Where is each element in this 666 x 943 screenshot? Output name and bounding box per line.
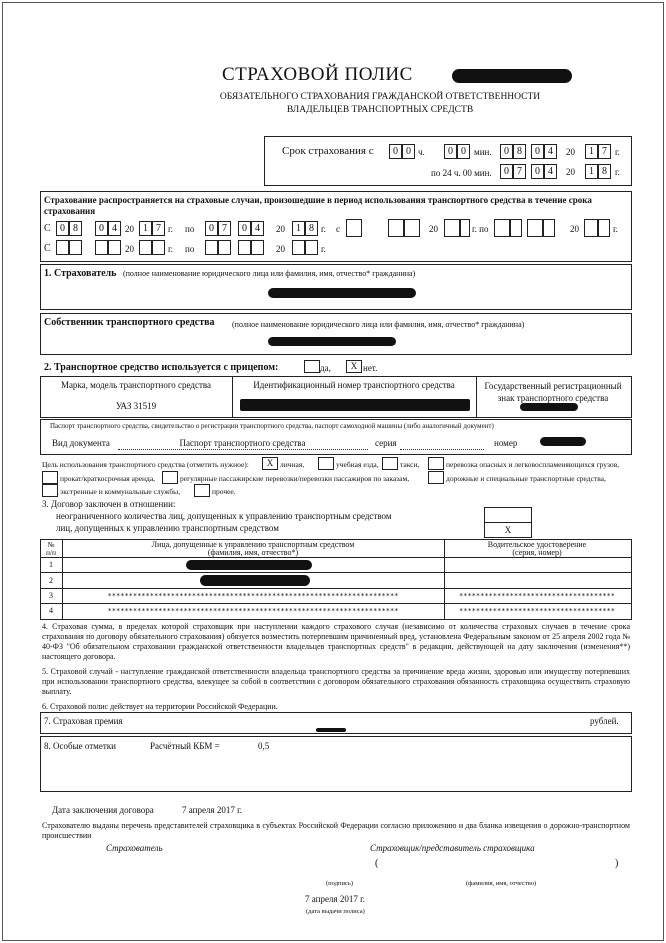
- purpose-personal: личная,: [280, 460, 305, 469]
- drivers-row-3-lic: *************************************: [459, 592, 615, 600]
- p1-twenty: 20: [125, 224, 134, 234]
- vehicle-model-value: УАЗ 31519: [115, 401, 157, 411]
- term-from-hour-1: 0: [389, 144, 402, 159]
- p3-to-twenty: 20: [276, 244, 285, 254]
- redacted-policy-number: [452, 69, 572, 83]
- drivers-row-3-name: *********************************************************************: [107, 592, 399, 600]
- p1-s: С: [44, 223, 51, 234]
- p1-to-twenty: 20: [276, 224, 285, 234]
- p1-to-year-1: 1: [292, 221, 305, 236]
- purpose-special-box: [428, 471, 444, 484]
- purpose-taxi: такси,: [400, 460, 420, 469]
- p3-to-day-a: [205, 240, 218, 255]
- p2-to-day-a: [494, 219, 510, 237]
- p2-to-g: г.: [613, 224, 618, 234]
- p2-from-year-b: [460, 219, 470, 237]
- term-min: мин.: [474, 147, 492, 157]
- drivers-row-4-name: *********************************************************************: [107, 607, 399, 615]
- purpose-emergency: экстренные и коммунальные службы,: [60, 487, 181, 496]
- p3-to-year-b: [305, 240, 318, 255]
- contract-label: 3. Договор заключен в отношении:: [42, 499, 176, 509]
- clause-4: 4. Страховая сумма, в пределах которой страховщик при наступлении каждого страхового случая (независимо от количества страховых случаев в течение срока страхования по договору обязательного страхования) обязуется возместить потерпевшим причиненный вред, установлена Федеральным законом от 25 апреля 2002 года № 40-ФЗ "Об обязательном страховании гражданской ответственности владельцев транспортных средств" в редакции, действующей на дату заключения (изменения**) настоящего договора.: [42, 622, 630, 661]
- term-from-month-1: 0: [531, 144, 544, 159]
- vehicle-col-vin: Идентификационный номер транспортного средства: [253, 380, 455, 390]
- p3-po: по: [185, 244, 195, 254]
- term-from-min-1: 0: [444, 144, 457, 159]
- purpose-emergency-box: [42, 484, 58, 497]
- p3-s: С: [44, 243, 51, 254]
- p2-to-month-b: [543, 219, 555, 237]
- p1-to-g: г.: [321, 224, 326, 234]
- insurer-label: 1. Страхователь: [44, 268, 117, 279]
- agent-signature-label: Страховщик/представитель страховщика: [370, 843, 535, 853]
- p1-to-year-2: 8: [305, 221, 318, 236]
- term-from-hour-2: 0: [402, 144, 415, 159]
- policy-title: СТРАХОВОЙ ПОЛИС: [222, 64, 413, 85]
- owner-label: Собственник транспортного средства: [44, 317, 215, 328]
- p2-from-month-b: [404, 219, 420, 237]
- drivers-row-3-num: 3: [49, 591, 53, 600]
- issue-date: 7 апреля 2017 г.: [305, 894, 365, 904]
- term-from-day-2: 8: [513, 144, 526, 159]
- p2-twenty: 20: [429, 224, 438, 234]
- drivers-h-num-1: №: [47, 540, 55, 549]
- term-from-day-1: 0: [500, 144, 513, 159]
- p3-to-day-b: [218, 240, 231, 255]
- p3-from-month-b: [108, 240, 121, 255]
- redacted-plate: [520, 403, 578, 411]
- term-to-day-1: 0: [500, 164, 513, 179]
- term-year-prefix: 20: [566, 147, 575, 157]
- p1-to-day-2: 7: [218, 221, 231, 236]
- purpose-training: учебная езда,: [336, 460, 379, 469]
- p3-from-year-b: [152, 240, 165, 255]
- purpose-passenger-box: [162, 471, 178, 484]
- drivers-h-lic-2: (серия, номер): [512, 548, 562, 557]
- document-type-label: Вид документа: [52, 438, 110, 448]
- footer-note: Страхователю выданы перечень представителей страховщика в субъектах Российской Федерации согласно приложению и два бланка извещения о дорожно-транспортном происшествии: [42, 821, 630, 840]
- redacted-premium: [316, 728, 346, 732]
- document-hint: Паспорт транспортного средства, свидетельство о регистрации транспортного средства, паспорт самоходной машины (либо аналогичный документ): [50, 422, 494, 430]
- trailer-yes-box: [304, 360, 320, 373]
- p3-to-month-a: [238, 240, 251, 255]
- redacted-insurer-name: [268, 288, 416, 298]
- contract-date-value: 7 апреля 2017 г.: [182, 805, 242, 815]
- term-to-g: г.: [615, 167, 620, 177]
- drivers-h-lic-1: Водительское удостоверение: [487, 540, 587, 549]
- p2-g-po: г. по: [472, 224, 489, 234]
- vehicle-col-model: Марка, модель транспортного средства: [60, 380, 212, 390]
- p1-g: г.: [168, 224, 173, 234]
- purpose-label: Цель использования транспортного средства (отметить нужное):: [42, 460, 249, 469]
- term-from-year-2: 7: [598, 144, 611, 159]
- p2-s: с: [336, 224, 340, 234]
- p1-to-month-2: 4: [251, 221, 264, 236]
- close-paren: ): [615, 858, 619, 869]
- periods-heading: Страхование распространяется на страховые случаи, произошедшие в период использования транспортного средства в течение срока страхования: [44, 195, 592, 216]
- trailer-label: 2. Транспортное средство используется с прицепом:: [44, 362, 279, 373]
- p1-from-day-1: 0: [56, 221, 69, 236]
- notes-section: [40, 736, 632, 792]
- document-series-label: серия: [375, 438, 397, 448]
- redacted-driver-2: [200, 575, 310, 586]
- drivers-h-num: [40, 541, 62, 557]
- purpose-dangerous-box: [428, 457, 444, 470]
- trailer-no: нет.: [363, 363, 378, 373]
- insurer-row: [44, 268, 415, 279]
- p1-to-month-1: 0: [238, 221, 251, 236]
- p1-from-year-2: 7: [152, 221, 165, 236]
- open-paren: (: [375, 858, 379, 869]
- notes-label: 8. Особые отметки: [44, 741, 116, 751]
- purpose-special: дорожные и специальные транспортные средства,: [446, 474, 606, 483]
- term-to-month-2: 4: [544, 164, 557, 179]
- p3-from-year-a: [139, 240, 152, 255]
- purpose-other-box: [194, 484, 210, 497]
- vehicle-col-plate: [476, 380, 630, 404]
- kbm-value: 0,5: [258, 741, 270, 751]
- purpose-passenger: регулярные пассажирские перевозки/перевозки пассажиров по заказам,: [180, 474, 410, 483]
- term-from-month-2: 4: [544, 144, 557, 159]
- p2-to-day-b: [510, 219, 522, 237]
- contract-opt1-box: [484, 507, 532, 523]
- p3-to-g: г.: [321, 244, 326, 254]
- subtitle-line-1: ОБЯЗАТЕЛЬНОГО СТРАХОВАНИЯ ГРАЖДАНСКОЙ ОТВЕТСТВЕННОСТИ: [219, 92, 541, 102]
- term-to-year-1: 1: [585, 164, 598, 179]
- purpose-rent: прокат/краткосрочная аренда,: [60, 474, 156, 483]
- purpose-dangerous: перевозка опасных и легковоспламеняющихся грузов,: [446, 460, 620, 469]
- p3-from-day-b: [69, 240, 82, 255]
- contract-opt2: лиц, допущенных к управлению транспортным средством: [56, 523, 279, 533]
- term-to-year-prefix: 20: [566, 167, 575, 177]
- drivers-h-lic: [444, 541, 630, 557]
- drivers-row-4-num: 4: [49, 606, 53, 615]
- drivers-h-names: [62, 541, 444, 557]
- redacted-doc-number: [540, 437, 586, 446]
- contract-opt2-box: X: [484, 522, 532, 538]
- redacted-vin: [240, 399, 470, 411]
- purpose-other: прочее.: [212, 487, 236, 496]
- drivers-row-4-lic: *************************************: [459, 607, 615, 615]
- term-to-day-2: 7: [513, 164, 526, 179]
- drivers-h-num-2: п/п: [45, 548, 57, 557]
- p1-po: по: [185, 224, 195, 234]
- contract-opt1: неограниченного количества лиц, допущенных к управлению транспортным средством: [56, 511, 392, 521]
- purpose-personal-box: X: [262, 457, 278, 470]
- fio-hint: (фамилия, имя, отчество): [466, 880, 537, 887]
- p2-to-year-a: [584, 219, 598, 237]
- p1-from-month-2: 4: [108, 221, 121, 236]
- owner-hint: (полное наименование юридического лица или фамилия, имя, отчество* гражданина): [232, 320, 525, 329]
- term-from-year-1: 1: [585, 144, 598, 159]
- drivers-row-1-num: 1: [49, 560, 53, 569]
- issue-date-hint: (дата выдачи полиса): [306, 908, 365, 915]
- p2-from-day: [346, 219, 362, 237]
- term-to-month-1: 0: [531, 164, 544, 179]
- trailer-yes: да,: [320, 363, 331, 373]
- p2-from-month-a: [388, 219, 404, 237]
- term-label: Срок страхования с: [282, 145, 374, 157]
- contract-date-label: Дата заключения договора: [52, 805, 154, 815]
- trailer-no-box: X: [346, 360, 362, 373]
- purpose-training-box: [318, 457, 334, 470]
- drivers-h-names-2: (фамилия, имя, отчество*): [207, 548, 299, 557]
- term-to-label: по 24 ч. 00 мин.: [431, 168, 492, 178]
- purpose-taxi-box: [382, 457, 398, 470]
- clause-6: 6. Страховой полис действует на территории Российской Федерации.: [42, 702, 278, 711]
- subtitle-line-2: ВЛАДЕЛЬЦЕВ ТРАНСПОРТНЫХ СРЕДСТВ: [286, 105, 474, 115]
- p1-to-day-1: 0: [205, 221, 218, 236]
- document-number-label: номер: [494, 438, 518, 448]
- redacted-owner-name: [268, 337, 396, 346]
- p1-from-day-2: 8: [69, 221, 82, 236]
- p2-to-twenty: 20: [570, 224, 579, 234]
- p3-twenty: 20: [125, 244, 134, 254]
- plate-header-2: знак транспортного средства: [497, 393, 609, 403]
- p2-from-year-a: [444, 219, 460, 237]
- kbm-label: Расчётный КБМ =: [150, 741, 220, 751]
- p3-from-month-a: [95, 240, 108, 255]
- policy-subtitle: [180, 91, 580, 117]
- p3-g: г.: [168, 244, 173, 254]
- p1-from-year-1: 1: [139, 221, 152, 236]
- p2-to-month-a: [527, 219, 543, 237]
- p3-to-month-b: [251, 240, 264, 255]
- redacted-driver-1: [186, 560, 312, 570]
- premium-unit: рублей.: [590, 716, 619, 726]
- purpose-rent-box: [42, 471, 58, 484]
- plate-header-1: Государственный регистрационный: [484, 381, 622, 391]
- clause-5: 5. Страховой случай - наступление гражданской ответственности владельца транспортного средства за причинение вреда жизни, здоровью или имуществу потерпевших при использовании транспортного средства, влекущее за собой в соответствии с договором обязательного страхования обязанность страховщика осуществить страховую выплату.: [42, 667, 630, 696]
- p3-from-day-a: [56, 240, 69, 255]
- p2-to-year-b: [598, 219, 610, 237]
- p3-to-year-a: [292, 240, 305, 255]
- drivers-row-2-num: 2: [49, 576, 53, 585]
- insurer-hint: (полное наименование юридического лица или фамилия, имя, отчество* гражданина): [122, 269, 416, 278]
- premium-label: 7. Страховая премия: [44, 716, 123, 726]
- p1-from-month-1: 0: [95, 221, 108, 236]
- term-h: ч.: [418, 147, 425, 157]
- term-from-min-2: 0: [457, 144, 470, 159]
- signature-hint: (подпись): [326, 880, 353, 887]
- drivers-h-names-1: Лица, допущенные к управлению транспортным средством: [151, 540, 355, 549]
- term-to-year-2: 8: [598, 164, 611, 179]
- document-type-value: Паспорт транспортного средства: [179, 438, 306, 448]
- insurer-signature-label: Страхователь: [106, 843, 163, 853]
- term-g: г.: [615, 147, 620, 157]
